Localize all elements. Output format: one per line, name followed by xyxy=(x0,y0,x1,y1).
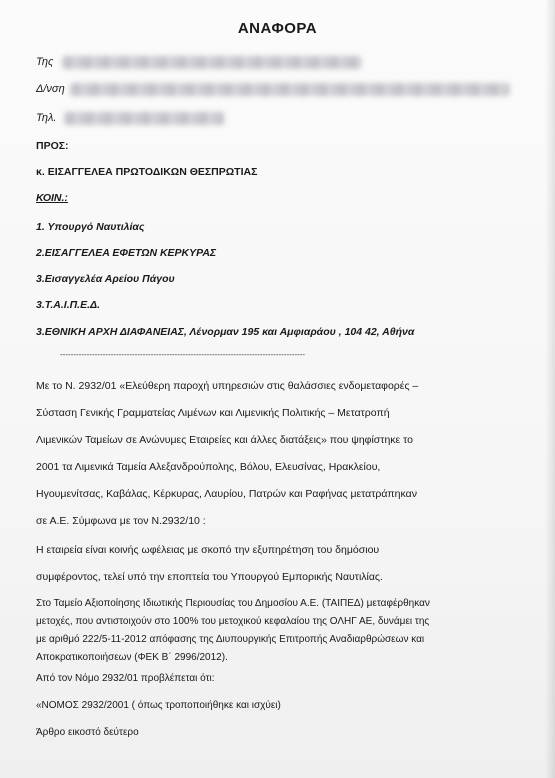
koin-heading: ΚΟΙΝ.: xyxy=(36,192,68,204)
sender-phone-label: Τηλ. xyxy=(36,112,57,124)
sender-address-field xyxy=(36,83,65,95)
body-line: συμφέροντος, τελεί υπό την εποπτεία του Υπουργού Εμπορικής Ναυτιλίας. xyxy=(36,571,383,583)
cc-item: 3.ΕΘΝΙΚΗ ΑΡΧΗ ΔΙΑΦΑΝΕΙΑΣ, Λένορμαν 195 και Αμφιαράου , 104 42, Αθήνα xyxy=(36,326,415,338)
body-line: 2001 τα Λιμενικά Ταμεία Αλεξανδρούπολης, Βόλου, Ελευσίνας, Ηρακλείου, xyxy=(36,461,381,473)
sender-name-label: Της xyxy=(36,56,54,68)
sender-address-label: Δ/νση xyxy=(36,83,65,95)
separator-line: -------------------------------------------------------------------------------------------- xyxy=(60,350,306,359)
document-title: ΑΝΑΦΟΡΑ xyxy=(237,20,318,37)
cc-item: 1. Υπουργό Ναυτιλίας xyxy=(36,221,145,233)
pros-heading: ΠΡΟΣ: xyxy=(36,140,69,152)
body-line: Ηγουμενίτσας, Καβάλας, Κέρκυρας, Λαυρίου, Πατρών και Ραφήνας μετατράπηκαν xyxy=(36,488,417,500)
body-line: Η εταιρεία είναι κοινής ωφέλειας με σκοπό την εξυπηρέτηση του δημόσιου xyxy=(36,544,380,556)
body-line: με αριθμό 222/5-11-2012 απόφασης της Διυπουργικής Επιτροπής Αναδιαρθρώσεων και xyxy=(36,634,425,645)
body-line: Στο Ταμείο Αξιοποίησης Ιδιωτικής Περιουσίας του Δημοσίου Α.Ε. (ΤΑΙΠΕΔ) μεταφέρθηκαν xyxy=(36,598,430,609)
body-line: μετοχές, που αντιστοιχούν στο 100% του μετοχικού κεφαλαίου της ΟΛΗΓ ΑΕ, δυνάμει της xyxy=(36,616,430,627)
sender-name-field xyxy=(36,56,53,68)
redacted-address xyxy=(70,83,510,96)
body-paragraph-2 xyxy=(36,537,383,591)
cc-item: 2.ΕΙΣΑΓΓΕΛΕΑ ΕΦΕΤΩΝ ΚΕΡΚΥΡΑΣ xyxy=(36,247,217,259)
body-line: Σύσταση Γενικής Γραμματείας Λιμένων και Λιμενικής Πολιτικής – Μετατροπή xyxy=(36,407,390,419)
body-line: Λιμενικών Ταμείων σε Ανώνυμες Εταιρείες και άλλες διατάξεις» που ψηφίστηκε το xyxy=(36,434,413,446)
redacted-name xyxy=(62,56,362,69)
body-paragraph-3 xyxy=(36,595,430,667)
body-line-6: Άρθρο εικοστό δεύτερο xyxy=(36,727,139,738)
redacted-phone xyxy=(64,112,224,125)
sender-phone-field xyxy=(36,112,56,124)
body-line: σε Α.Ε. Σύμφωνα με τον Ν.2932/10 : xyxy=(36,515,206,527)
body-line-5: «ΝΟΜΟΣ 2932/2001 ( όπως τροποποιήθηκε και ισχύει) xyxy=(36,700,281,711)
body-paragraph-1 xyxy=(36,373,418,535)
cc-item: 3.Τ.Α.Ι.Π.Ε.Δ. xyxy=(36,299,100,311)
cc-item: 3.Εισαγγελέα Αρείου Πάγου xyxy=(36,273,175,285)
recipient: κ. ΕΙΣΑΓΓΕΛΕΑ ΠΡΩΤΟΔΙΚΩΝ ΘΕΣΠΡΩΤΙΑΣ xyxy=(36,166,258,178)
body-line: Αποκρατικοποιήσεων (ΦΕΚ Β΄ 2996/2012). xyxy=(36,652,228,663)
body-line-4: Από τον Νόμο 2932/01 προβλέπεται ότι: xyxy=(36,673,215,684)
page-shadow xyxy=(545,0,555,778)
body-line: Με το Ν. 2932/01 «Ελεύθερη παροχή υπηρεσιών στις θαλάσσιες ενδομεταφορές – xyxy=(36,380,419,392)
